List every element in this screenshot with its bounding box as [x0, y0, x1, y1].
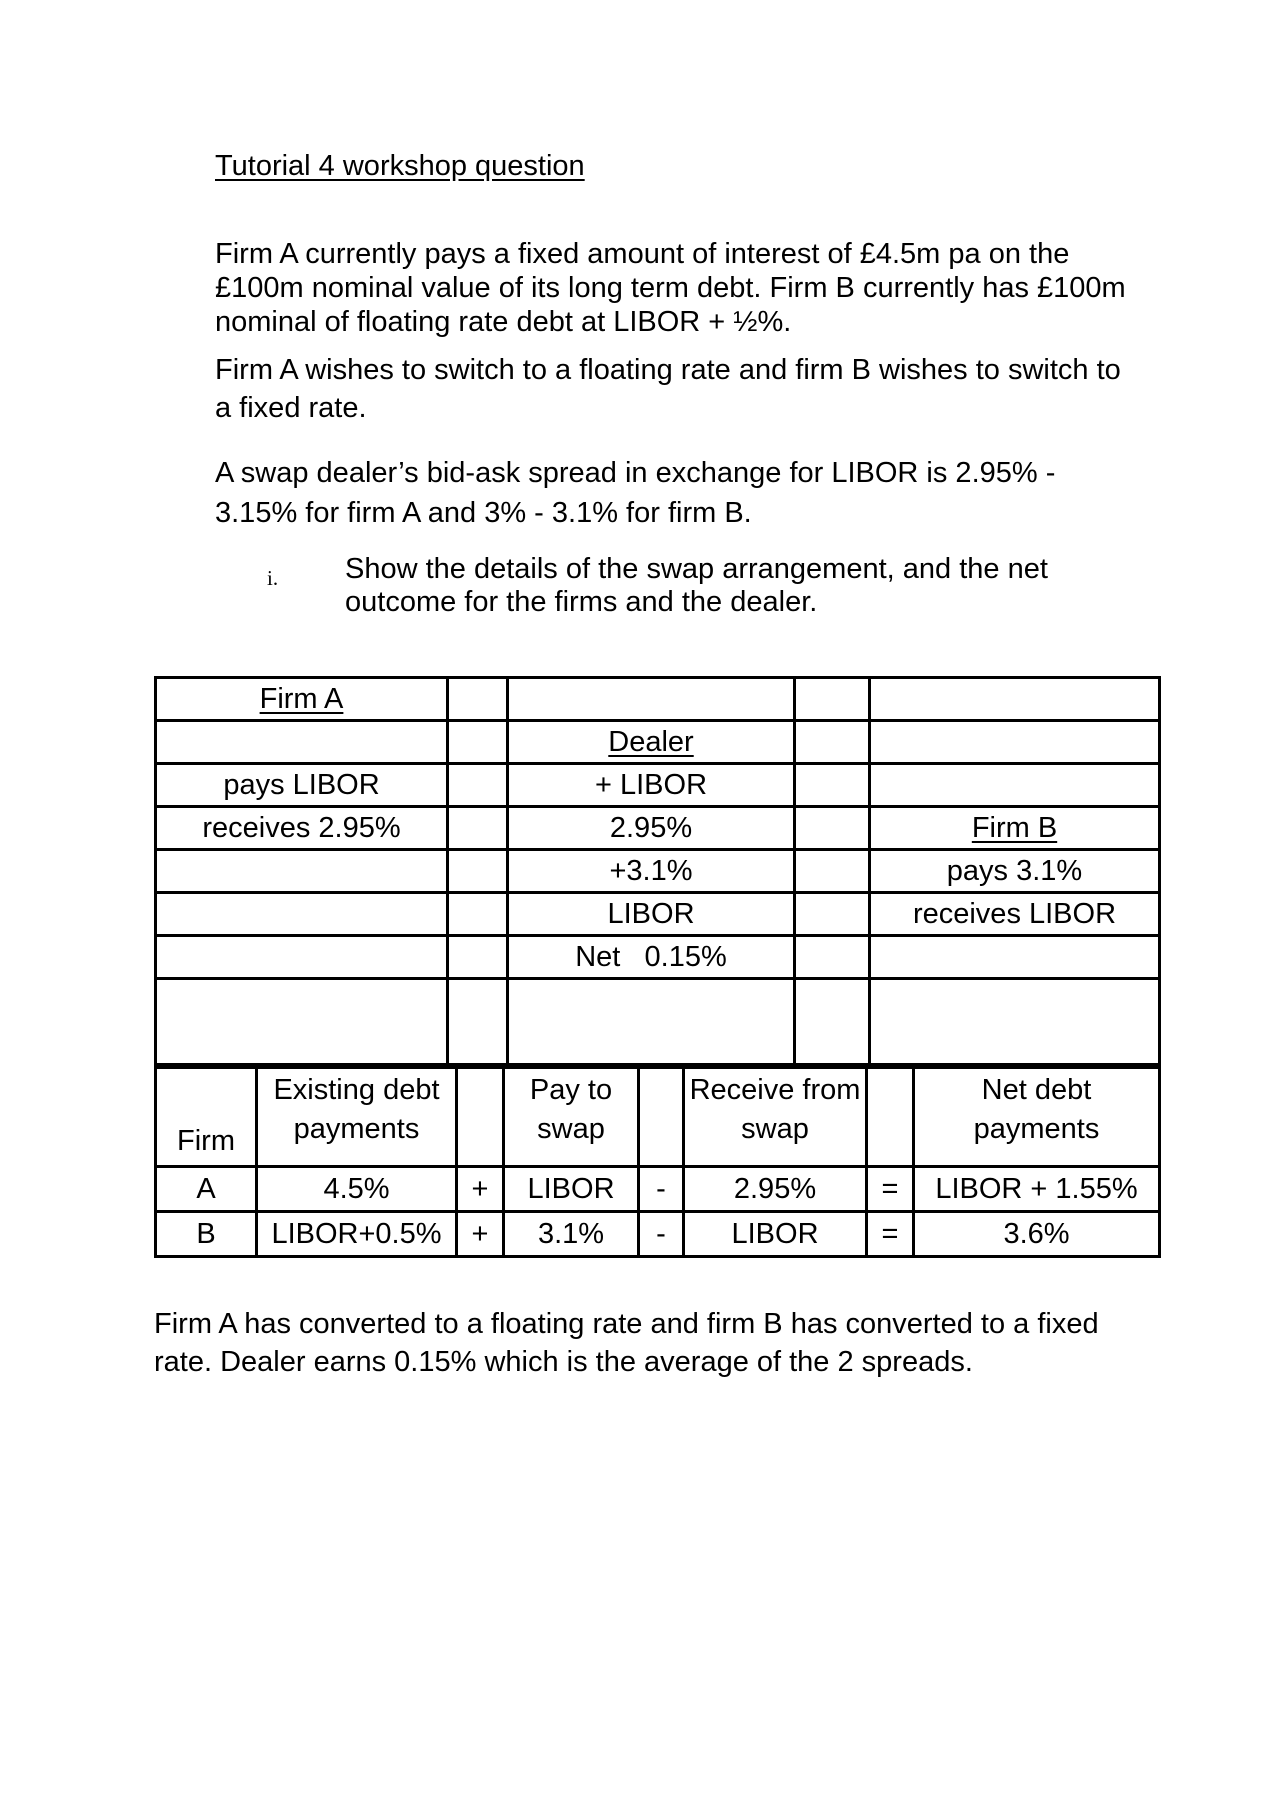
header-row: [156, 1068, 1160, 1167]
swap-row: [156, 850, 1160, 893]
swap-cell: [156, 678, 448, 721]
swap-cell: [870, 936, 1160, 979]
swap-cell: [156, 893, 448, 936]
question-number: i.: [267, 566, 279, 590]
swap-arrangement-table: [154, 676, 1161, 1066]
swap-cell: [448, 893, 508, 936]
swap-cell: [870, 678, 1160, 721]
firm-a-pays: pays LIBOR: [156, 764, 448, 807]
swap-row: [156, 721, 1160, 764]
swap-row: [156, 764, 1160, 807]
cell-receive: LIBOR: [684, 1212, 867, 1257]
swap-cell: [795, 893, 870, 936]
swap-cell: [795, 764, 870, 807]
swap-cell: [795, 721, 870, 764]
swap-cell: [795, 979, 870, 1065]
header-existing-debt: Existing debt payments: [257, 1068, 457, 1167]
swap-row: [156, 936, 1160, 979]
swap-cell: [448, 850, 508, 893]
swap-cell: [156, 850, 448, 893]
header-spacer: [639, 1068, 684, 1167]
net-outcome-table: [154, 1066, 1161, 1258]
swap-cell: [156, 721, 448, 764]
cell-existing: LIBOR+0.5%: [257, 1212, 457, 1257]
cell-pay: LIBOR: [504, 1167, 639, 1212]
header-spacer: [457, 1068, 504, 1167]
header-receive-from-swap: Receive from swap: [684, 1068, 867, 1167]
swap-cell: [870, 721, 1160, 764]
dealer-295: 2.95%: [508, 807, 795, 850]
cell-net: LIBOR + 1.55%: [914, 1167, 1160, 1212]
dealer-libor: LIBOR: [508, 893, 795, 936]
cell-existing: 4.5%: [257, 1167, 457, 1212]
conclusion-paragraph: Firm A has converted to a floating rate and firm B has converted to a fixed rate. Dealer earns 0.15% which is the average of the 2 spreads.: [154, 1308, 1099, 1378]
swap-row: [156, 807, 1160, 850]
cell-operator: +: [457, 1212, 504, 1257]
cell-operator: -: [639, 1167, 684, 1212]
firm-b-pays: pays 3.1%: [870, 850, 1160, 893]
swap-cell: [795, 850, 870, 893]
cell-pay: 3.1%: [504, 1212, 639, 1257]
cell-operator: =: [867, 1212, 914, 1257]
cell-firm: B: [156, 1212, 257, 1257]
swap-cell: [870, 764, 1160, 807]
swap-cell: [508, 979, 795, 1065]
swap-cell: [870, 807, 1160, 850]
swap-cell: [795, 807, 870, 850]
dealer-header: Dealer: [608, 725, 694, 758]
swap-cell: [795, 936, 870, 979]
paragraph-dealer-spread: A swap dealer’s bid-ask spread in exchange for LIBOR is 2.95% - 3.15% for firm A and 3% - 3.1% for firm B.: [215, 457, 1056, 529]
table-row: [156, 1167, 1160, 1212]
cell-operator: =: [867, 1167, 914, 1212]
cell-operator: +: [457, 1167, 504, 1212]
cell-operator: -: [639, 1212, 684, 1257]
paragraph-switch-intent: Firm A wishes to switch to a floating rate and firm B wishes to switch to a fixed rate.: [215, 354, 1121, 424]
firm-a-receives: receives 2.95%: [156, 807, 448, 850]
firm-b-header: Firm B: [971, 811, 1058, 844]
dealer-plus-libor: + LIBOR: [508, 764, 795, 807]
swap-cell: [508, 678, 795, 721]
header-spacer: [867, 1068, 914, 1167]
swap-row: [156, 979, 1160, 1065]
swap-cell: [448, 678, 508, 721]
swap-cell: [448, 721, 508, 764]
paragraph-firm-debts: Firm A currently pays a fixed amount of interest of £4.5m pa on the £100m nominal value of its long term debt. Firm B currently has £100m nominal of floating rate debt at LIBOR + ½%.: [215, 238, 1126, 338]
header-net-debt: Net debt payments: [914, 1068, 1160, 1167]
swap-cell: [508, 721, 795, 764]
header-pay-to-swap: Pay to swap: [504, 1068, 639, 1167]
question-text: Show the details of the swap arrangement, and the net outcome for the firms and the dealer.: [345, 553, 1048, 618]
swap-cell: [156, 979, 448, 1065]
table-row: [156, 1212, 1160, 1257]
swap-cell: [156, 936, 448, 979]
cell-net: 3.6%: [914, 1212, 1160, 1257]
swap-cell: [448, 979, 508, 1065]
cell-receive: 2.95%: [684, 1167, 867, 1212]
document-title: Tutorial 4 workshop question: [215, 150, 585, 182]
swap-row: [156, 678, 1160, 721]
swap-cell: [795, 678, 870, 721]
cell-firm: A: [156, 1167, 257, 1212]
swap-cell: [870, 979, 1160, 1065]
dealer-plus-31: +3.1%: [508, 850, 795, 893]
firm-a-header: Firm A: [259, 682, 344, 715]
header-firm: Firm: [156, 1068, 257, 1167]
swap-row: [156, 893, 1160, 936]
swap-cell: [448, 936, 508, 979]
swap-cell: [448, 764, 508, 807]
firm-b-receives: receives LIBOR: [870, 893, 1160, 936]
dealer-net: Net 0.15%: [508, 936, 795, 979]
swap-cell: [448, 807, 508, 850]
